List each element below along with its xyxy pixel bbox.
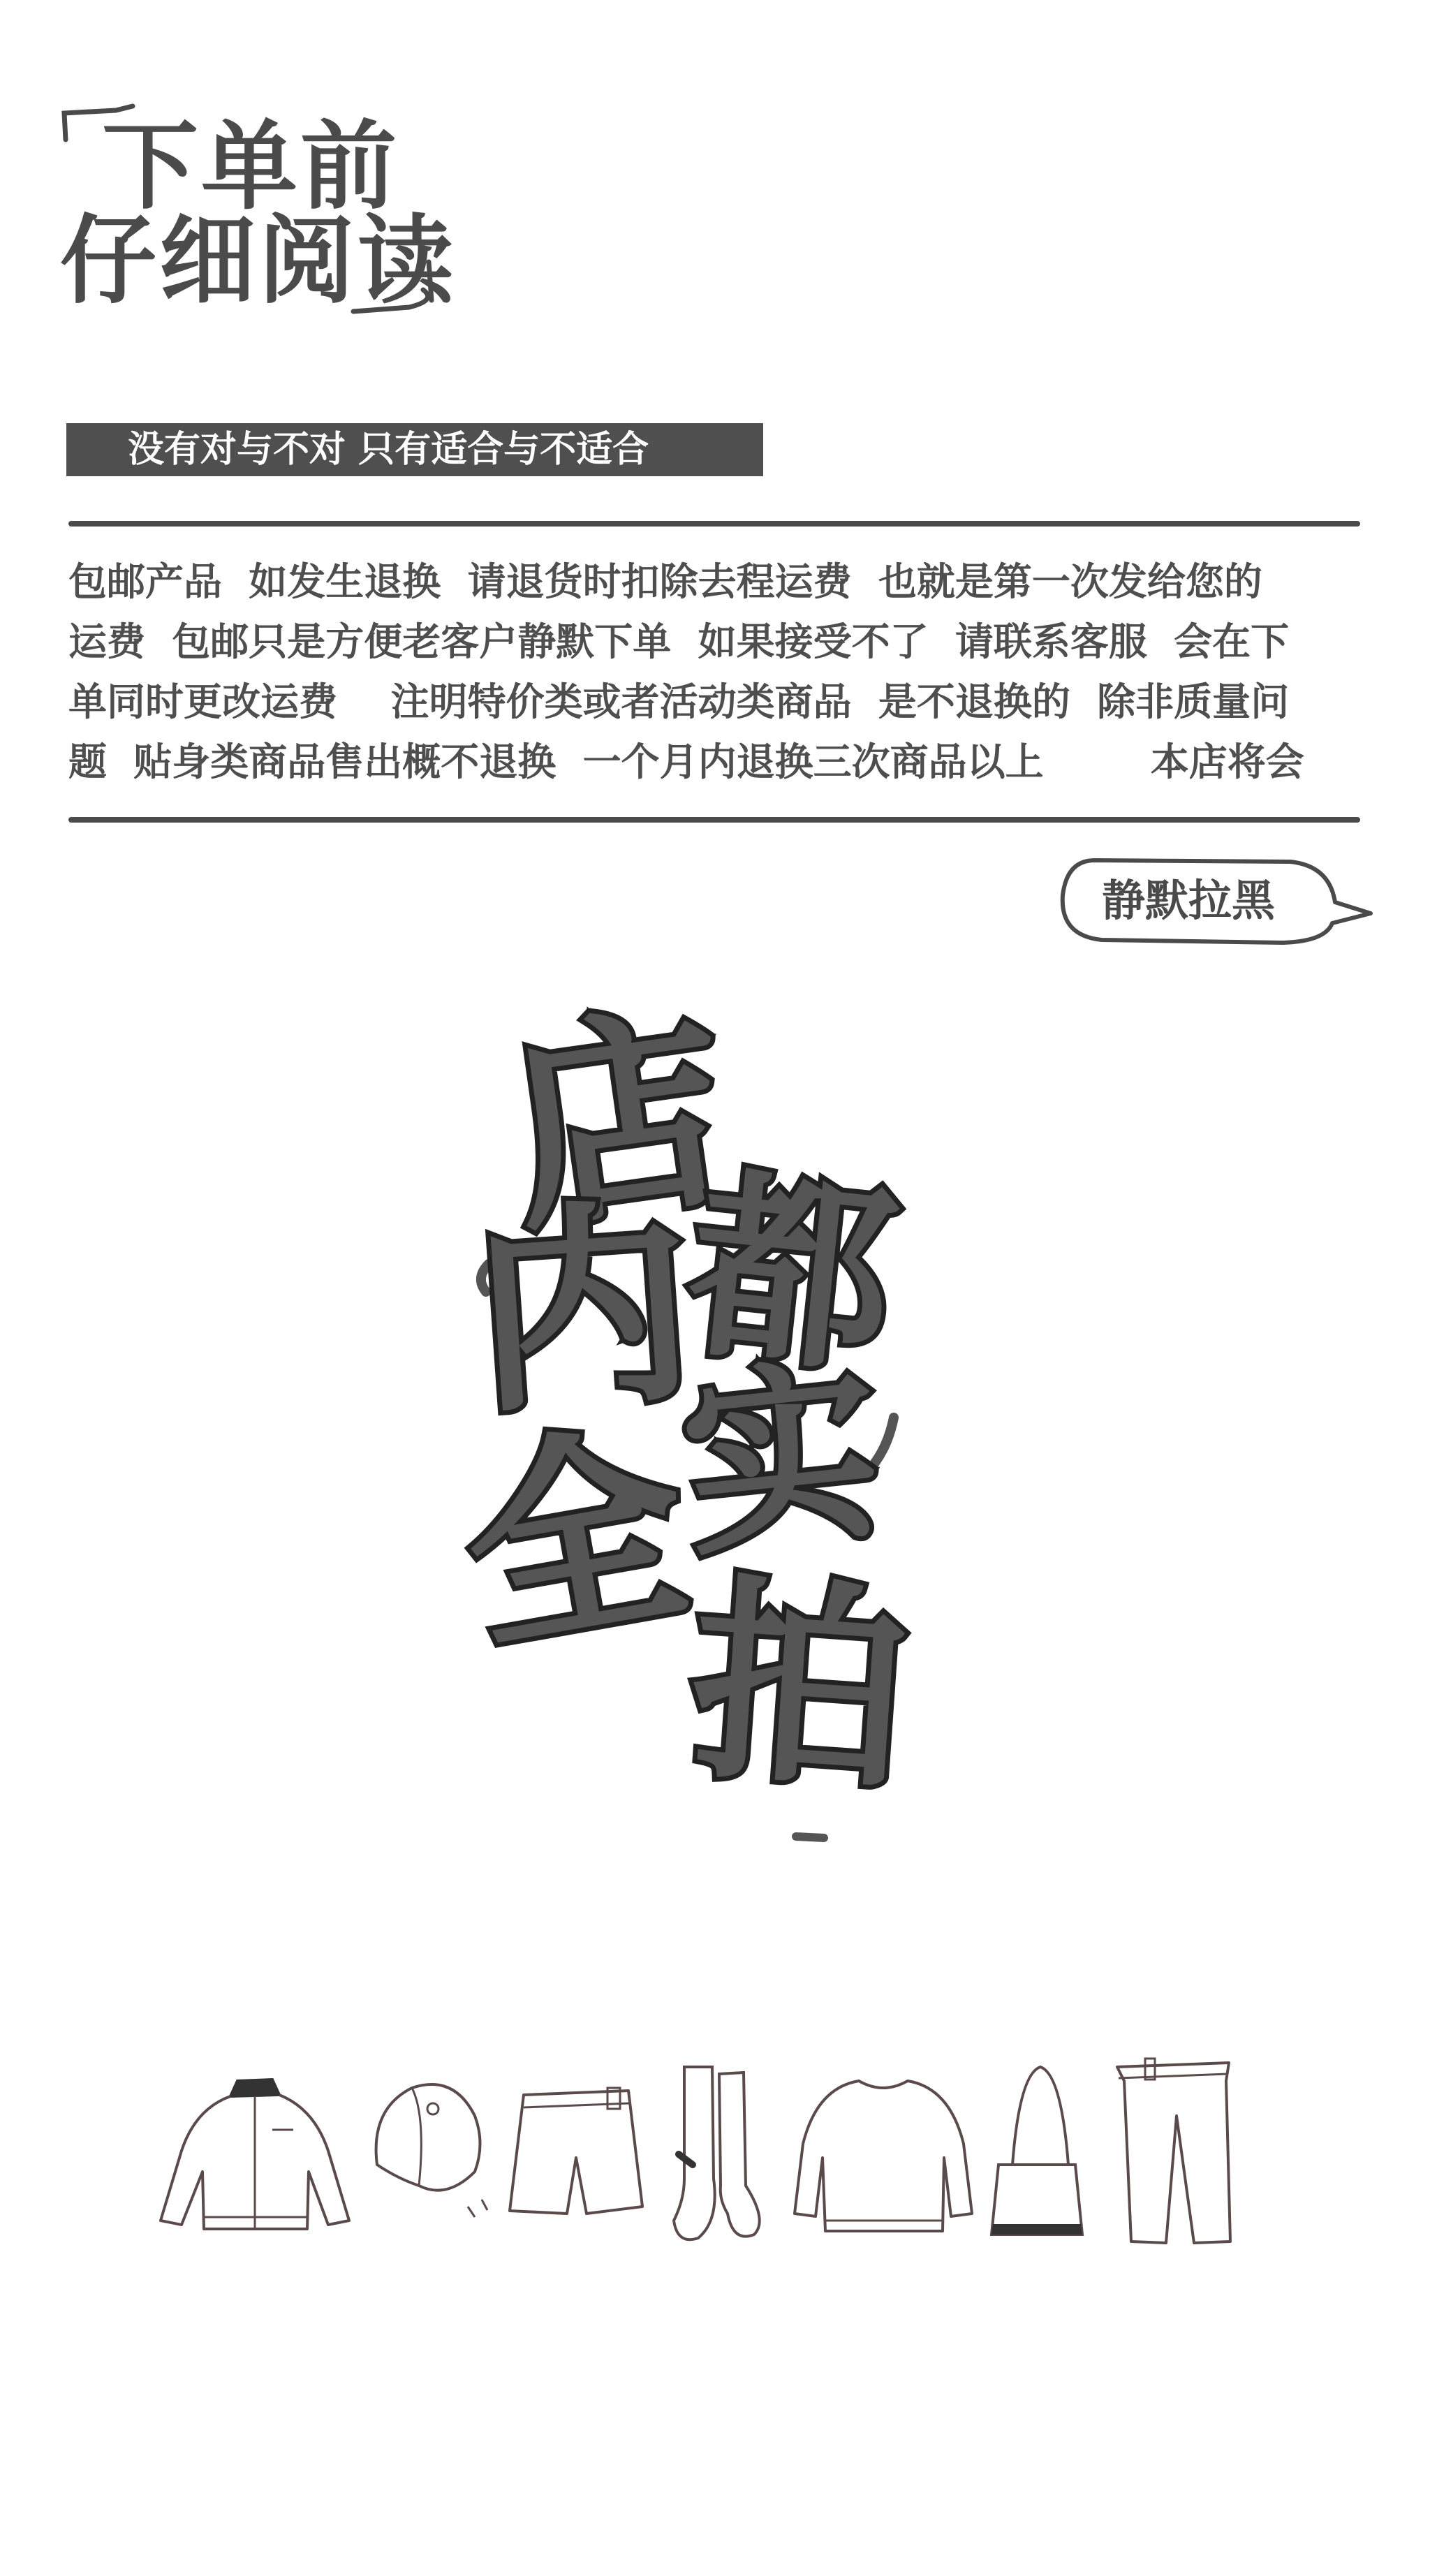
- pants-icon: [1103, 2053, 1243, 2255]
- cap-icon: [363, 2067, 489, 2221]
- title-line-2: 仔细阅读: [60, 205, 457, 317]
- bag-icon: [985, 2060, 1089, 2255]
- sweater-icon: [789, 2067, 978, 2249]
- divider-bottom: [68, 817, 1360, 823]
- bubble-label: 静默拉黑: [1102, 875, 1276, 926]
- slogan-bar: 没有对与不对 只有适合与不适合: [66, 423, 763, 476]
- calligraphy-char: 店: [493, 980, 743, 1262]
- calligraphy-char: 实: [672, 1334, 892, 1584]
- notice-line: 题 贴身类商品售出概不退换 一个月内退换三次商品以上 本店将会: [68, 739, 1304, 784]
- calligraphy-char: 全: [447, 1395, 705, 1684]
- speech-bubble: [1053, 853, 1374, 951]
- notice-line: 包邮产品 如发生退换 请退货时扣除去程运费 也就是第一次发给您的: [68, 559, 1262, 604]
- notice-text: [68, 552, 1367, 792]
- title-line-1: 下单前: [102, 110, 400, 223]
- notice-line: 运费 包邮只是方便老客户静默下单 如果接受不了 请联系客服 会在下: [68, 619, 1290, 664]
- socks-icon: [663, 2060, 775, 2255]
- calligraphy-artwork: [447, 980, 978, 1864]
- calligraphy-char: 拍: [682, 1552, 917, 1821]
- calligraphy-char: 内: [466, 1175, 700, 1444]
- clothing-illustrations: [154, 2025, 1243, 2262]
- shorts-icon: [503, 2081, 649, 2228]
- jacket-icon: [154, 2067, 356, 2249]
- notice-line: 单同时更改运费 注明特价类或者活动类商品 是不退换的 除非质量问: [68, 679, 1290, 724]
- page-title: [60, 98, 507, 328]
- divider-top: [68, 521, 1360, 527]
- calligraphy-char: 都: [679, 1145, 906, 1404]
